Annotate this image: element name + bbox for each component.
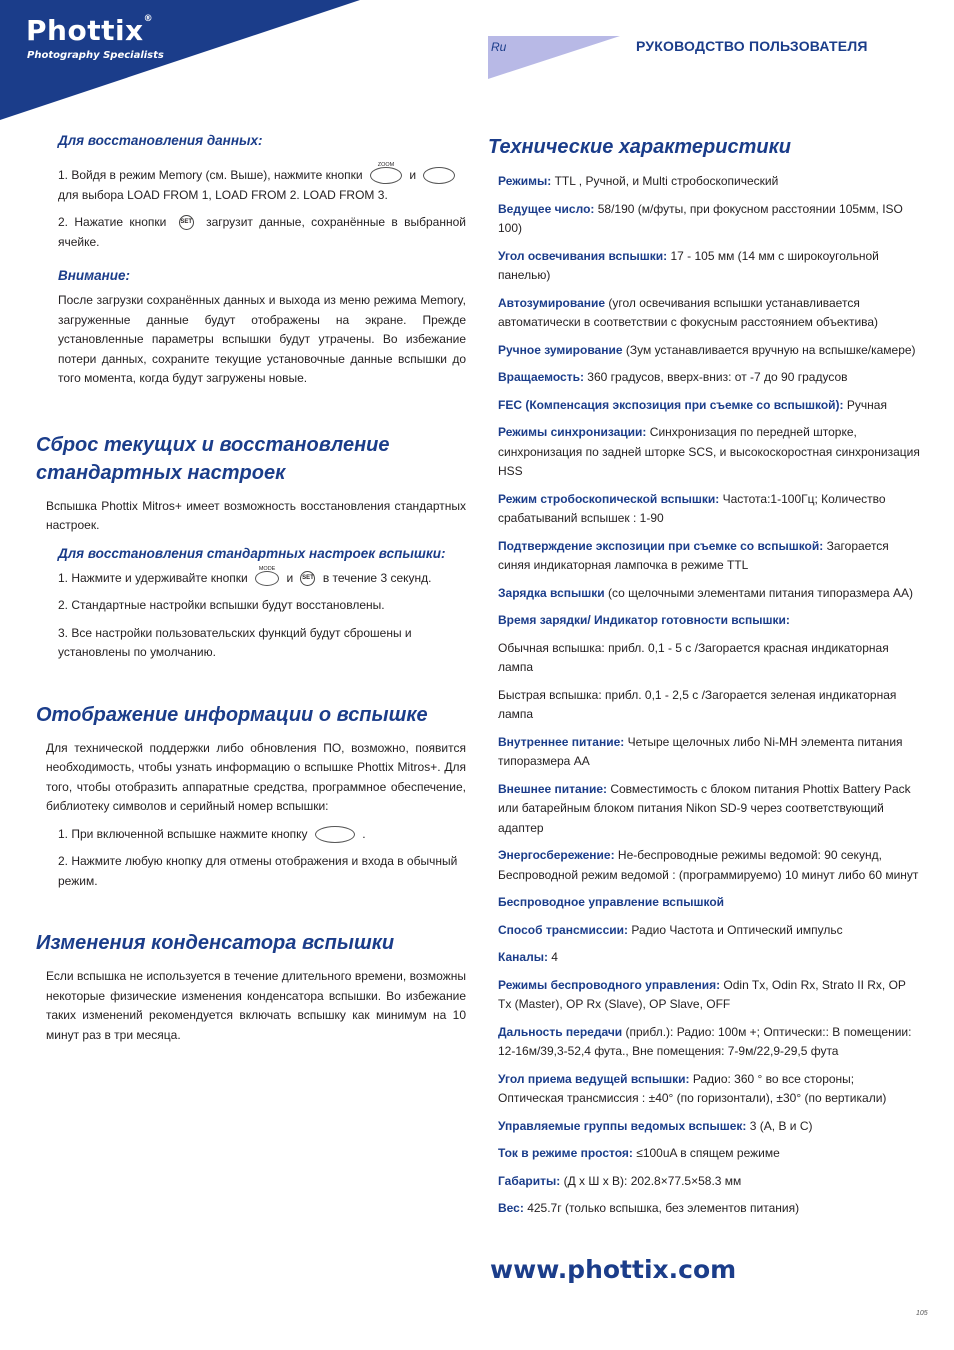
spec-value: 3 (A, B и C) (749, 1118, 813, 1133)
specs-list (498, 172, 922, 1227)
spec-value: Радио Частота и Оптический импульс (631, 922, 843, 937)
website-url[interactable]: www.phottix.com (490, 1255, 737, 1284)
set-button: SET (179, 215, 194, 230)
spec-item (498, 247, 922, 286)
spec-label: Подтверждение экспозиции при съемке со вспышкой: (498, 538, 824, 553)
spec-label: Каналы: (498, 950, 548, 964)
spec-label: Энергосбережение: (498, 848, 615, 862)
spec-label: Габариты: (498, 1173, 561, 1188)
spec-label: Угол приема ведущей вспышки: (498, 1071, 690, 1086)
page-number: 105 (916, 1310, 928, 1317)
spec-value: Быстрая вспышка: прибл. 0,1 - 2,5 с /Загорается зеленая индикаторная лампа (498, 687, 897, 721)
mode-button: MODE (255, 571, 279, 586)
spec-label: Способ трансмиссии: (498, 922, 628, 937)
spec-item (498, 893, 922, 913)
spec-label: Время зарядки/ Индикатор готовности вспышки: (498, 613, 790, 627)
reset-section (36, 497, 466, 663)
spec-item (498, 490, 922, 529)
spec-value: Обычная вспышка: прибл. 0,1 - 5 с /Загорается красная индикаторная лампа (498, 640, 889, 674)
spec-value: Четыре щелочных либо Ni-MH элемента питания типоразмера AA (498, 734, 903, 768)
spec-value: 58/190 (м/футы, при фокусном расстоянии 105мм, ISO 100) (498, 201, 903, 235)
spec-label: Режимы беспроводного управления: (498, 977, 721, 992)
attention-heading: Внимание: (58, 268, 131, 283)
spec-item (498, 537, 922, 576)
logo-tagline: Photography Specialists (27, 50, 164, 61)
spec-label: Автозумирование (498, 295, 606, 310)
set-button-reset: SET (300, 571, 315, 586)
spec-label: Зарядка вспышки (498, 585, 605, 600)
restore-step-2: 2. Нажатие кнопки SET загрузит данные, сохранённые в выбранной ячейке. (58, 215, 466, 249)
reset-step-2: 2. Стандартные настройки вспышки будут восстановлены. (58, 598, 385, 612)
language-band (488, 36, 620, 79)
spec-item (498, 1023, 922, 1062)
spec-item (498, 396, 922, 416)
spec-label: Беспроводное управление вспышкой (498, 895, 725, 909)
spec-item (498, 294, 922, 333)
info-section (36, 739, 466, 892)
spec-item (498, 1144, 922, 1164)
info-step-1: 1. При включенной вспышке нажмите кнопку . (58, 825, 466, 845)
info-intro: Для технической поддержки либо обновления ПО, возможно, появится необходимость, чтобы узнать информацию о вспышке Phottix Mitros+. Для того, чтобы отобразить аппаратные средства, программное обеспечение, библиотеку символов и серийный номер вспышки: (46, 740, 466, 813)
spec-item (498, 1070, 922, 1109)
spec-value: Не-беспроводные режимы ведомой: 90 секунд, Беспроводной режим ведомой : (программируемо) 10 минут либо 60 минут (498, 848, 919, 882)
spec-label: Угол освечивания вспышки: (498, 248, 668, 263)
capacitor-text: Если вспышка не используется в течение длительного времени, возможны некоторые физические изменения конденсатора вспышки. Во избежание таких изменений рекомендуется включать вспышку как минимум на 10 минут раз в три месяца. (46, 969, 466, 1042)
spec-item (498, 341, 922, 361)
spec-label: Режимы: (498, 174, 552, 188)
spec-item (498, 611, 922, 631)
spec-item (498, 1117, 922, 1137)
spec-value: 17 - 105 мм (14 мм с широкоугольной панелью) (498, 248, 879, 282)
spec-label: Управляемые группы ведомых вспышек: (498, 1118, 747, 1133)
reset-title: Сброс текущих и восстановление стандартных настроек (36, 433, 390, 484)
spec-item (498, 639, 922, 678)
capacitor-section (36, 967, 466, 1045)
spec-value: Загорается синяя индикаторная лампочка в режиме TTL (498, 538, 889, 572)
right-arrow-button (423, 167, 455, 184)
phottix-logo: Phottix® (26, 14, 154, 47)
spec-label: Вес: (498, 1201, 524, 1215)
spec-label: Ручное зумирование (498, 342, 623, 357)
spec-value: (прибл.): Радио: 100м +; Оптически:: В помещении: 12-16м/39,3-52,4 фута., Вне помещения: 7-9м/22,9-29,5 фута (498, 1024, 912, 1058)
spec-value: Синхронизация по передней шторке, синхронизация по задней шторке SCS, и высокоскоростная синхронизация HSS (498, 425, 920, 478)
spec-item (498, 976, 922, 1015)
spec-item (498, 584, 922, 604)
spec-value: 425.7г (только вспышка, без элементов питания) (527, 1201, 800, 1215)
spec-value: (Д x Ш x В): 202.8×77.5×58.3 мм (563, 1173, 742, 1188)
page-header-title: РУКОВОДСТВО ПОЛЬЗОВАТЕЛЯ (636, 38, 868, 54)
spec-label: Внутреннее питание: (498, 734, 625, 749)
spec-value: Ручная (846, 397, 887, 412)
spec-label: Режимы синхронизации: (498, 425, 647, 439)
spec-label: Ведущее число: (498, 201, 595, 216)
specs-title: Технические характеристики (488, 136, 791, 158)
spec-value: Частота:1-100Гц; Количество срабатываний вспышек : 1-90 (498, 491, 886, 525)
spec-label: FEC (Компенсация экспозиция при съемке со вспышкой): (498, 397, 844, 412)
spec-value: (угол освечивания вспышки устанавливается автоматически в соответствии с фокусным расстоянием объектива) (498, 295, 879, 329)
spec-value: Odin Tx, Odin Rx, Strato II Rx, OP Tx (Master), OP Rx (Slave), OP Slave, OFF (498, 977, 906, 1011)
spec-item (498, 733, 922, 772)
spec-value: Совместимость с блоком питания Phottix Battery Pack или батарейным блоком питания Nikon SD-9 через соответствующий адаптер (498, 781, 911, 835)
capacitor-title: Изменения конденсатора вспышки (36, 932, 395, 954)
spec-item (498, 1199, 922, 1219)
reset-subheading: Для восстановления стандартных настроек вспышки: (58, 545, 446, 561)
restore-heading: Для восстановления данных: (58, 133, 263, 148)
spec-label: Режим стробоскопической вспышки: (498, 491, 720, 506)
spec-item (498, 368, 922, 388)
language-code: Ru (491, 40, 507, 54)
spec-item (498, 948, 922, 968)
spec-item (498, 921, 922, 941)
spec-label: Дальность передачи (498, 1024, 623, 1039)
spec-label: Вращаемость: (498, 370, 584, 384)
left-column (36, 133, 466, 1045)
restore-step-1: 1. Войдя в режим Memory (см. Выше), нажмите кнопки ZOOM и для выбора LOAD FROM 1, LOAD FROM 2. LOAD FROM 3. (58, 166, 466, 205)
spec-item (498, 846, 922, 885)
spec-value: ≤100uA в спящем режиме (636, 1146, 780, 1160)
spec-value: (со щелочными элементами питания типоразмера AA) (607, 585, 913, 600)
zoom-left-button: ZOOM (370, 167, 402, 184)
spec-value: Радио: 360 ° во все стороны; Оптическая трансмиссия : ±40° (по горизонтали), ±30° (по вертикали) (498, 1071, 887, 1105)
info-title: Отображение информации о вспышке (36, 703, 428, 726)
spec-label: Внешнее питание: (498, 781, 607, 796)
reset-step-1: 1. Нажмите и удерживайте кнопки MODE и SET в течение 3 секунд. (58, 565, 432, 585)
spec-item (498, 423, 922, 482)
reset-step-3: 3. Все настройки пользовательских функций будут сброшены и установлены по умолчанию. (58, 625, 412, 659)
restore-section (36, 133, 466, 389)
spec-item (498, 1172, 922, 1192)
attention-text: После загрузки сохранённых данных и выхода из меню режима Memory, загруженные данные будут отображены на экране. Прежде установленные параметры вспышки будут утрачены. Во избежание потери данных, сохраните текущие установочные данные вспышки до того момента, когда будут загружены новые. (58, 293, 466, 385)
spec-item (498, 686, 922, 725)
reset-intro: Вспышка Phottix Mitros+ имеет возможность восстановления стандартных настроек. (46, 498, 466, 532)
spec-label: Ток в режиме простоя: (498, 1146, 633, 1160)
spec-value: (Зум устанавливается вручную на вспышке/камере) (625, 342, 916, 357)
spec-item (498, 780, 922, 839)
spec-item (498, 200, 922, 239)
right-arrow-button-info (315, 826, 355, 843)
spec-item (498, 172, 922, 192)
spec-value: TTL , Ручной, и Multi стробоскопический (554, 174, 779, 188)
spec-value: 4 (551, 950, 558, 964)
spec-value: 360 градусов, вверх-вниз: от -7 до 90 градусов (587, 370, 848, 384)
info-step-2: 2. Нажмите любую кнопку для отмены отображения и входа в обычный режим. (58, 854, 458, 888)
